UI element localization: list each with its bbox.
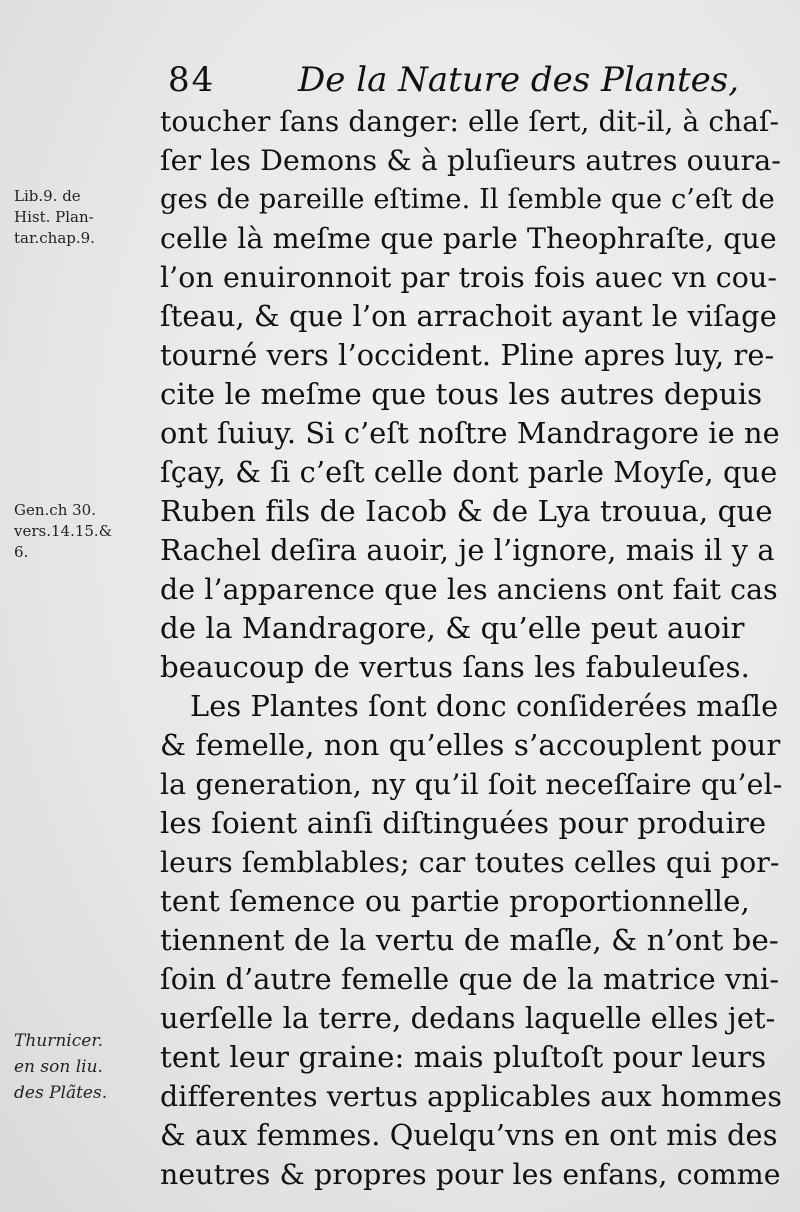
text-line: toucher ſans danger: elle ſert, dit-il, à chaſ- <box>160 105 780 138</box>
body-text <box>160 102 782 1194</box>
text-line: ſçay, & ſi c’eſt celle dont parle Moyſe, que <box>160 455 778 489</box>
running-title: De la Nature des Plantes, <box>298 60 740 100</box>
page-header <box>168 58 740 102</box>
text-line: tent ſemence ou partie proportionnelle, <box>160 884 750 918</box>
text-line: cite le meſme que tous les autres depuis <box>160 377 763 411</box>
margin-note-line: Thurnicer. <box>14 1031 103 1051</box>
text-line: ont ſuiuy. Si c’eſt noſtre Mandragore ie ne <box>160 416 780 450</box>
margin-note-genesis <box>14 500 154 563</box>
text-line: celle là meſme que parle Theophraſte, que <box>160 222 777 255</box>
margin-note-line: tar.chap.9. <box>14 229 95 247</box>
margin-note-line: en son liu. <box>14 1057 103 1077</box>
text-line: tourné vers l’occident. Pline apres luy, re- <box>160 338 775 372</box>
text-line: Rachel deſira auoir, je l’ignore, mais il y a <box>160 533 775 567</box>
margin-note-line: Gen.ch 30. <box>14 501 96 519</box>
margin-note-theophrastus <box>14 186 154 249</box>
text-line: & femelle, non qu’elles s’accouplent pour <box>160 728 781 762</box>
text-line: neutres & propres pour les enfans, comme <box>160 1158 781 1191</box>
text-line: ſer les Demons & à pluſieurs autres ouura- <box>160 144 782 177</box>
text-line: de l’apparence que les anciens ont fait cas <box>160 573 778 606</box>
text-line: leurs ſemblables; car toutes celles qui por- <box>160 846 780 879</box>
page-number: 84 <box>168 60 216 100</box>
margin-note-line: vers.14.15.& <box>14 522 113 540</box>
text-line: la generation, ny qu’il ſoit neceſſaire qu’el- <box>160 768 783 801</box>
margin-note-thurnicer <box>14 1028 154 1106</box>
text-line: beaucoup de vertus ſans les fabuleuſes. <box>160 650 751 684</box>
text-line: ges de pareille eſtime. Il ſemble que c’eſt de <box>160 184 775 215</box>
text-line: Ruben fils de Iacob & de Lya trouua, que <box>160 494 773 528</box>
text-line: tent leur graine: mais pluſtoſt pour leurs <box>160 1040 767 1074</box>
text-line: ſteau, & que l’on arrachoit ayant le viſage <box>160 299 777 333</box>
text-line: de la Mandragore, & qu’elle peut auoir <box>160 611 745 645</box>
text-line: ſoin d’autre femelle que de la matrice vni- <box>160 962 780 996</box>
text-line: l’on enuironnoit par trois fois auec vn cou- <box>160 261 778 294</box>
margin-note-line: 6. <box>14 543 29 561</box>
margin-note-line: des Plãtes. <box>14 1083 108 1103</box>
text-line-paragraph-start: Les Plantes ſont donc conſiderées maſle <box>190 689 779 723</box>
margin-note-line: Lib.9. de <box>14 187 81 205</box>
text-line: tiennent de la vertu de maſle, & n’ont be- <box>160 923 779 957</box>
text-line: uerſelle la terre, dedans laquelle elles jet- <box>160 1001 776 1035</box>
text-line: & aux femmes. Quelqu’vns en ont mis des <box>160 1118 778 1152</box>
margin-note-line: Hist. Plan- <box>14 208 94 226</box>
text-line: les ſoient ainſi diſtinguées pour produire <box>160 806 767 840</box>
text-line: differentes vertus applicables aux hommes <box>160 1080 783 1113</box>
